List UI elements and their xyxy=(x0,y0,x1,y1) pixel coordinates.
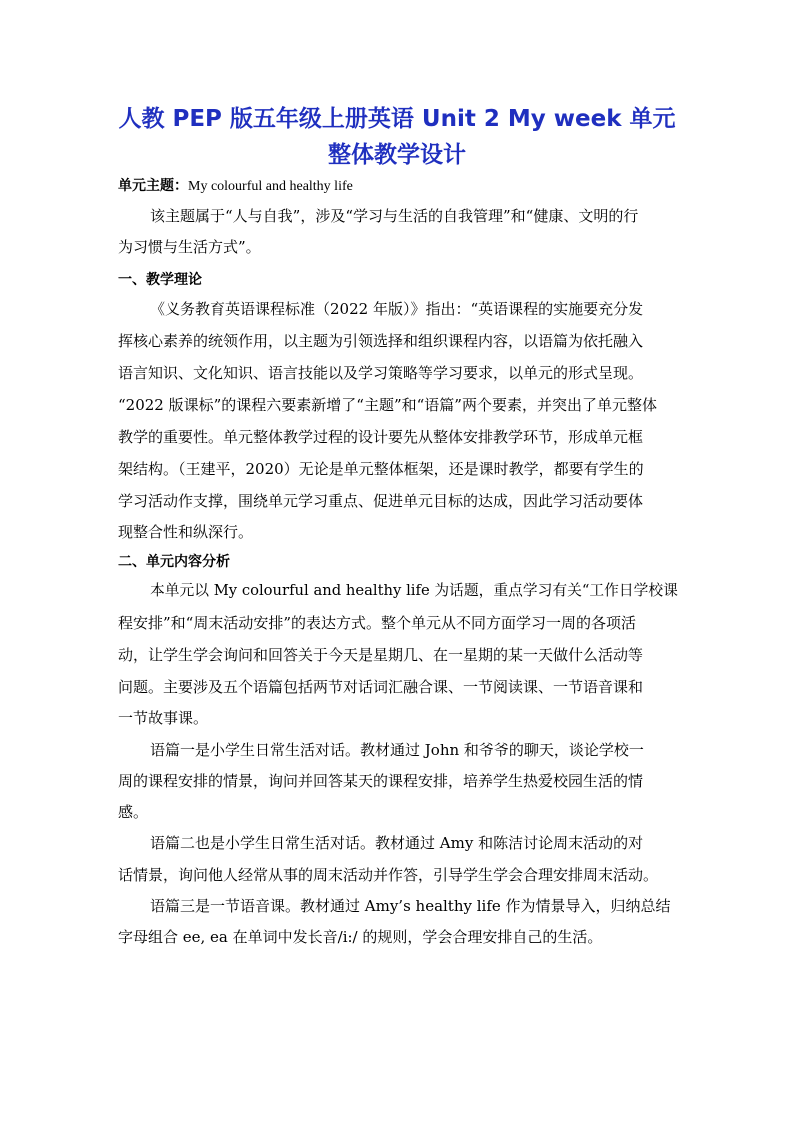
section1-line: 挥核心素养的统领作用，以主题为引领选择和组织课程内容，以语篇为依托融入 xyxy=(118,332,644,350)
section2-line: 本单元以 My colourful and healthy life 为话题，重点学习有关“工作日学校课 xyxy=(150,582,678,599)
section2-line: 字母组合 ee, ea 在单词中发长音/i:/ 的规则，学会合理安排自己的生活。 xyxy=(118,928,603,946)
unit-theme xyxy=(118,176,353,197)
section2-line: 程安排”和“周末活动安排”的表达方式。整个单元从不同方面学习一周的各项活 xyxy=(118,614,637,632)
unit-theme-value: My colourful and healthy life xyxy=(188,179,353,194)
section2-line: 话情景，询问他人经常从事的周末活动并作答，引导学生学会合理安排周末活动。 xyxy=(118,866,659,884)
intro-line: 为习惯与生活方式”。 xyxy=(118,238,261,256)
document-title-line2: 整体教学设计 xyxy=(328,142,466,168)
section2-line: 周的课程安排的情景，询问并回答某天的课程安排，培养学生热爱校园生活的情 xyxy=(118,772,644,790)
section2-line: 问题。主要涉及五个语篇包括两节对话词汇融合课、一节阅读课、一节语音课和 xyxy=(118,678,644,696)
section2-line: 语篇二也是小学生日常生活对话。教材通过 Amy 和陈洁讨论周末活动的对 xyxy=(150,834,644,852)
unit-theme-label: 单元主题： xyxy=(118,178,188,194)
section1-line: 教学的重要性。单元整体教学过程的设计要先从整体安排教学环节，形成单元框 xyxy=(118,428,644,446)
section1-line: 学习活动作支撑，围绕单元学习重点、促进单元目标的达成，因此学习活动要体 xyxy=(118,492,644,510)
section1-line: 《义务教育英语课程标准（2022 年版）》指出：“英语课程的实施要充分发 xyxy=(150,300,644,318)
section2-heading: 二、单元内容分析 xyxy=(118,554,230,570)
intro-line: 该主题属于“人与自我”，涉及“学习与生活的自我管理”和“健康、文明的行 xyxy=(150,207,639,225)
section1-line: 架结构。（王建平，2020）无论是单元整体框架，还是课时教学，都要有学生的 xyxy=(118,460,644,478)
document-title-line1: 人教 PEP 版五年级上册英语 Unit 2 My week 单元 xyxy=(118,106,676,132)
section2-line: 感。 xyxy=(118,803,149,821)
section1-line: “2022 版课标”的课程六要素新增了“主题”和“语篇”两个要素，并突出了单元整体 xyxy=(118,396,657,414)
section1-line: 语言知识、文化知识、语言技能以及学习策略等学习要求，以单元的形式呈现。 xyxy=(118,364,644,382)
section1-line: 现整合性和纵深行。 xyxy=(118,523,254,541)
section2-line: 一节故事课。 xyxy=(118,709,209,727)
section2-line: 语篇三是一节语音课。教材通过 Amy’s healthy life 作为情景导入，归纳总结 xyxy=(150,897,671,915)
section1-heading: 一、教学理论 xyxy=(118,272,202,288)
section2-line: 动，让学生学会询问和回答关于今天是星期几、在一星期的某一天做什么活动等 xyxy=(118,646,644,664)
section2-line: 语篇一是小学生日常生活对话。教材通过 John 和爷爷的聊天，谈论学校一 xyxy=(150,741,644,759)
